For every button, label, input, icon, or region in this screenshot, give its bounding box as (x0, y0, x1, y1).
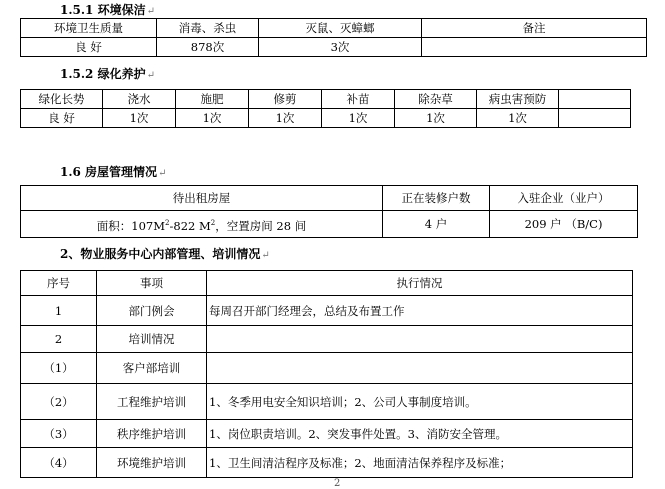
table-cell: 良 好 (21, 38, 157, 57)
row-number-cell: （3） (21, 420, 97, 448)
row-detail-cell: 1、冬季用电安全知识培训；2、公司人事制度培训。 (207, 384, 633, 420)
table-header-row (21, 271, 633, 296)
table-cell: 1次 (249, 109, 322, 128)
row-item-cell: 秩序维护培训 (97, 420, 207, 448)
header-cell: 入驻企业（业户） (490, 186, 638, 211)
row-item-cell: 培训情况 (97, 326, 207, 353)
row-item-cell: 部门例会 (97, 296, 207, 326)
vacant-area-cell: 面积：$107M^2-822$ $M^2$，空置房间 28 间 (21, 211, 383, 238)
table-cell: 1次 (477, 109, 559, 128)
table-cell: 1次 (176, 109, 249, 128)
header-cell: 消毒、杀虫 (157, 19, 259, 38)
header-cell: 环境卫生质量 (21, 19, 157, 38)
header-cell: 备注 (422, 19, 647, 38)
table-row (21, 384, 633, 420)
heading-greening-maintenance: 1.5.2 绿化养护↵ (60, 67, 155, 81)
table-row (21, 211, 638, 238)
housing-management-table (20, 185, 638, 238)
heading-internal-training: 2、物业服务中心内部管理、培训情况↵ (60, 247, 270, 261)
header-cell: 除杂草 (395, 90, 477, 109)
table-header-row (21, 186, 638, 211)
row-number-cell: 1 (21, 296, 97, 326)
row-item-cell: 工程维护培训 (97, 384, 207, 420)
header-cell: 浇水 (103, 90, 176, 109)
table-row (21, 353, 633, 384)
header-cell: 灭鼠、灭蟑螂 (259, 19, 422, 38)
row-detail-cell (207, 326, 633, 353)
page-number: 2 (334, 478, 341, 489)
table-header-row (21, 19, 647, 38)
header-cell: 待出租房屋 (21, 186, 383, 211)
table-cell: 1次 (103, 109, 176, 128)
header-cell: 施肥 (176, 90, 249, 109)
greening-maintenance-table (20, 89, 631, 128)
heading-housing-management: 1.6 房屋管理情况↵ (60, 165, 167, 179)
row-detail-cell (207, 353, 633, 384)
header-cell: 绿化长势 (21, 90, 103, 109)
row-number-cell: 2 (21, 326, 97, 353)
header-cell: 执行情况 (207, 271, 633, 296)
table-cell: 1次 (322, 109, 395, 128)
table-cell (422, 38, 647, 57)
row-item-cell: 客户部培训 (97, 353, 207, 384)
table-cell: 878次 (157, 38, 259, 57)
table-cell: 1次 (395, 109, 477, 128)
table-row (21, 296, 633, 326)
tenant-count-cell: 209 户 （B/C) (490, 211, 638, 238)
row-detail-cell: 1、卫生间清洁程序及标准；2、地面清洁保养程序及标准； (207, 448, 633, 478)
table-cell (559, 109, 631, 128)
table-row (21, 38, 647, 57)
row-item-cell: 环境维护培训 (97, 448, 207, 478)
row-detail-cell: 每周召开部门经理会，总结及布置工作 (207, 296, 633, 326)
environment-cleaning-table (20, 18, 647, 57)
table-cell: 3次 (259, 38, 422, 57)
row-number-cell: （2） (21, 384, 97, 420)
header-cell: 补苗 (322, 90, 395, 109)
table-header-row (21, 90, 631, 109)
renovating-count-cell: 4 户 (383, 211, 490, 238)
header-cell: 事项 (97, 271, 207, 296)
table-row (21, 109, 631, 128)
table-row (21, 326, 633, 353)
header-cell: 正在装修户数 (383, 186, 490, 211)
row-number-cell: （4） (21, 448, 97, 478)
row-detail-cell: 1、岗位职责培训。2、突发事件处置。3、消防安全管理。 (207, 420, 633, 448)
table-row (21, 420, 633, 448)
header-cell: 病虫害预防 (477, 90, 559, 109)
header-cell: 序号 (21, 271, 97, 296)
header-cell: 修剪 (249, 90, 322, 109)
table-cell: 良 好 (21, 109, 103, 128)
row-number-cell: （1） (21, 353, 97, 384)
table-row (21, 448, 633, 478)
heading-environment-cleaning: 1.5.1 环境保洁↵ (60, 3, 155, 17)
header-cell (559, 90, 631, 109)
internal-training-table (20, 270, 633, 478)
